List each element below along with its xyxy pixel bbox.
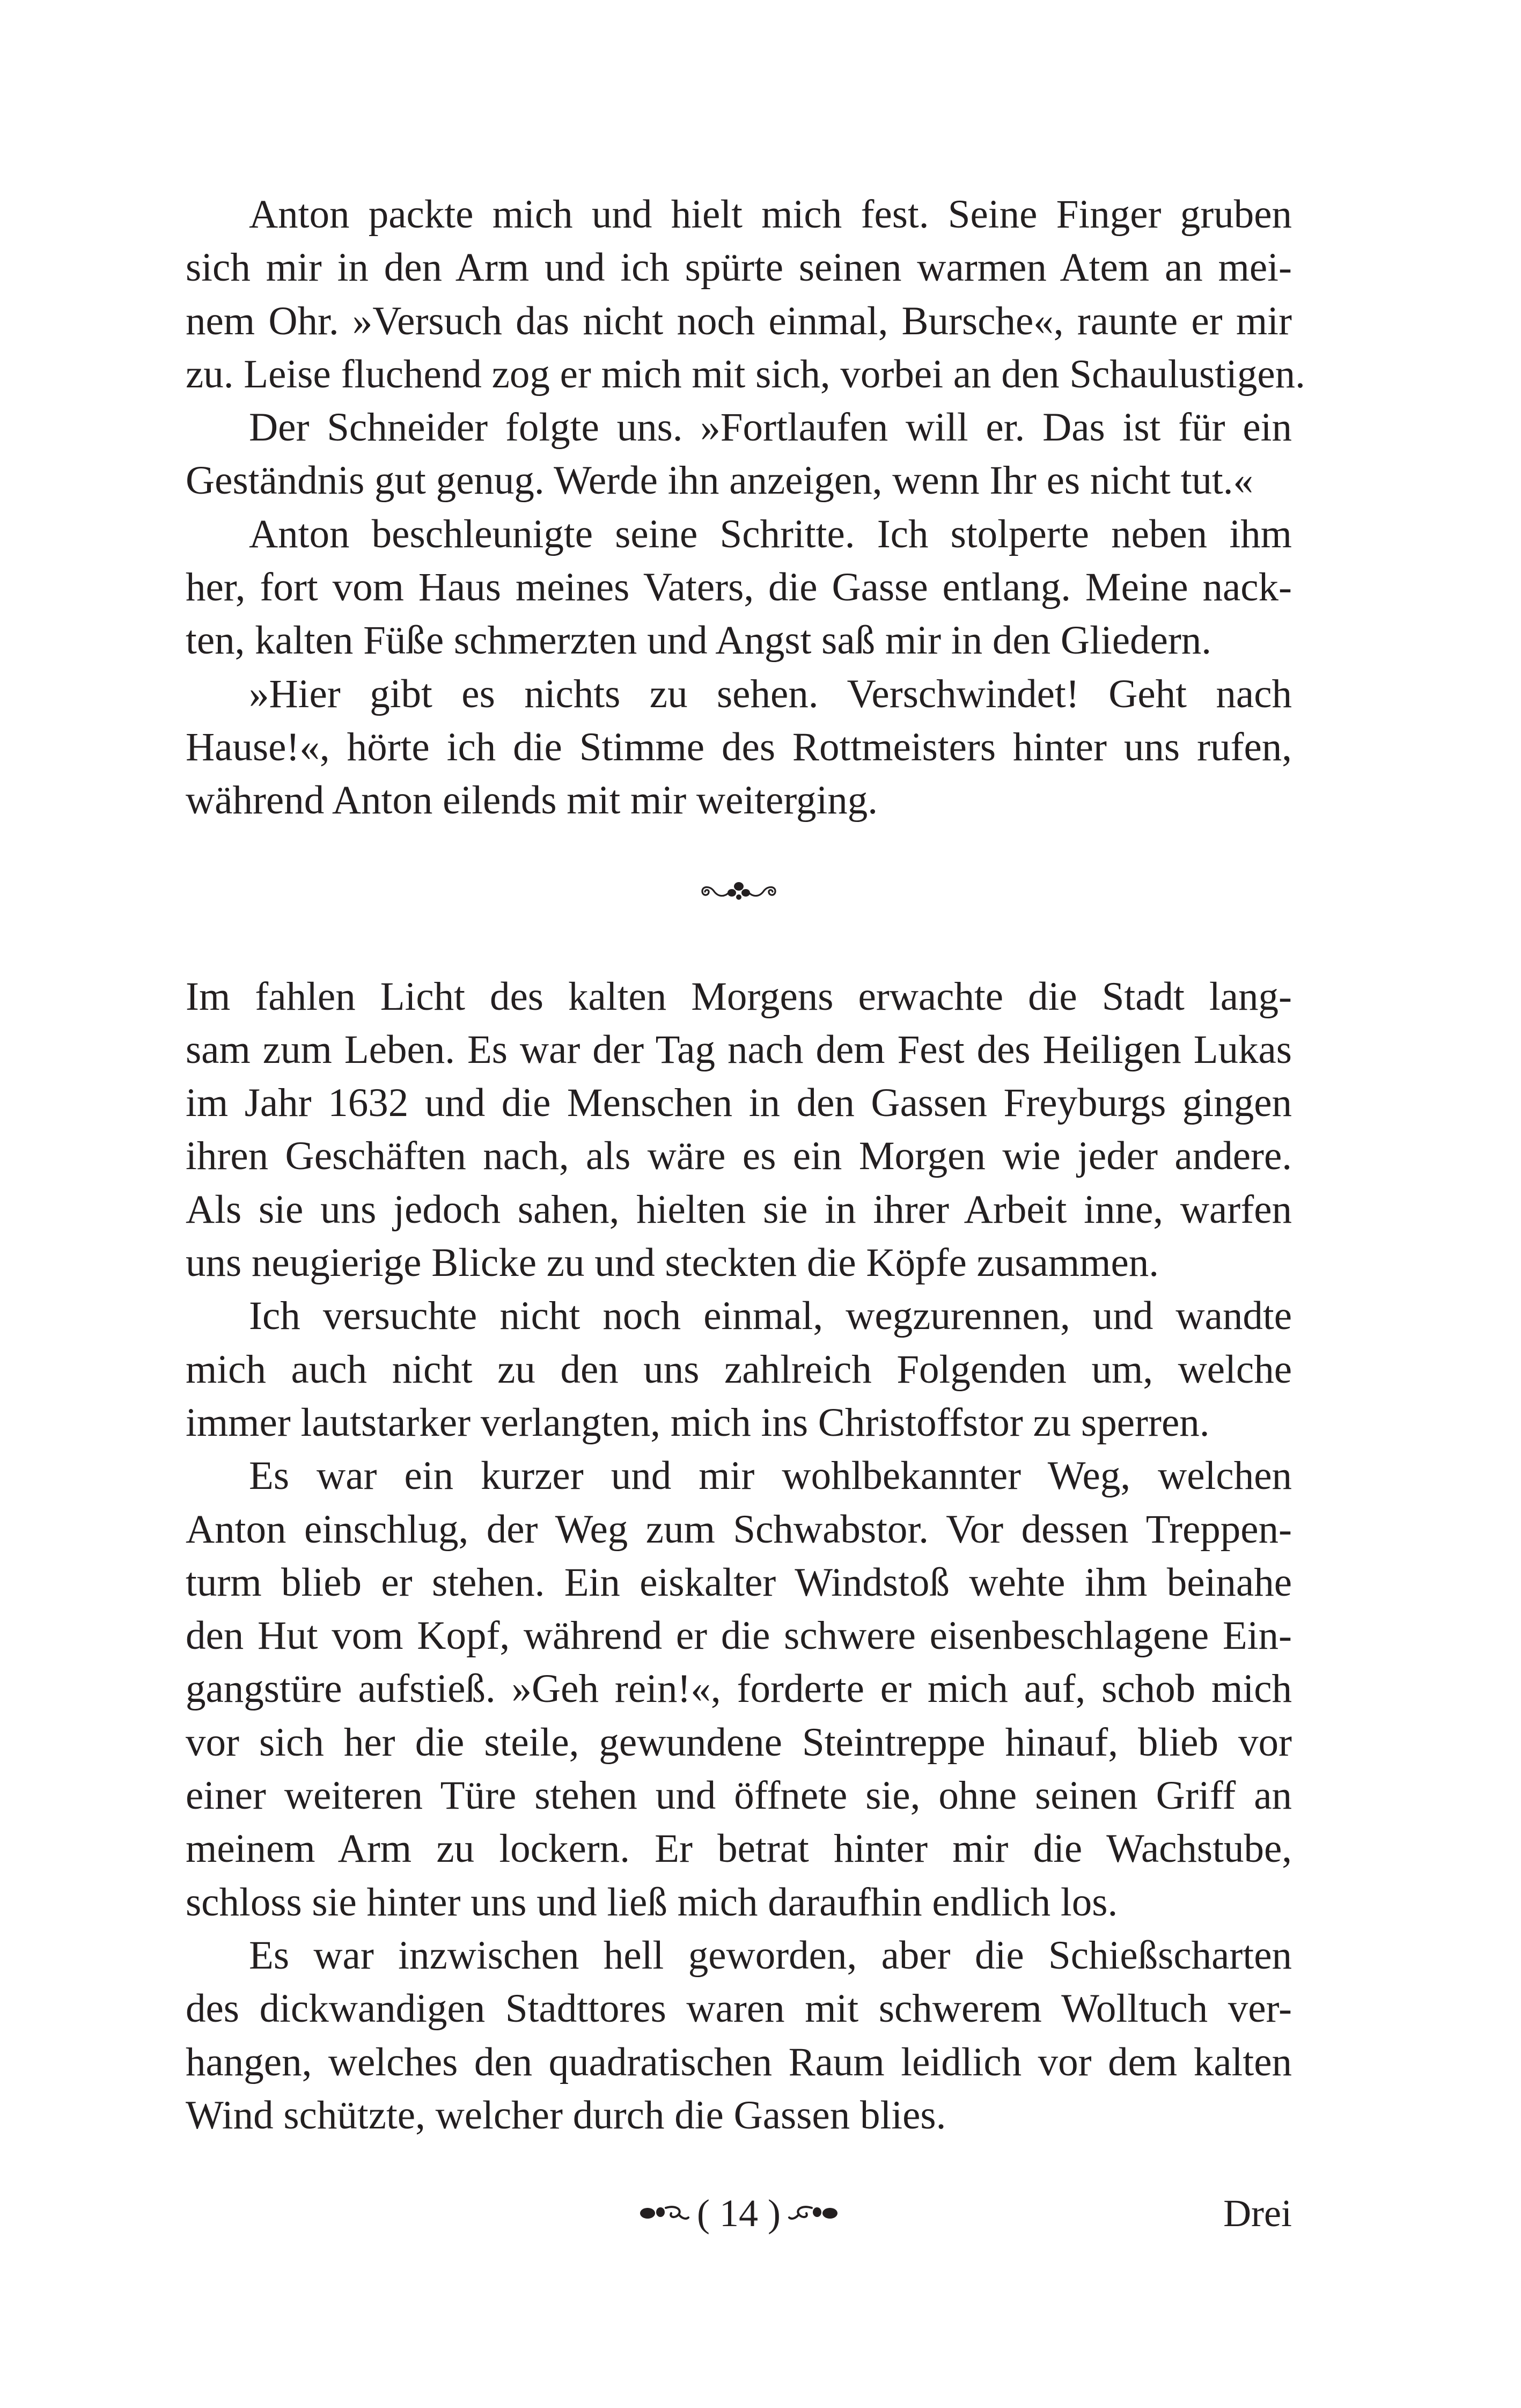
text-line: Hause!«, hörte ich die Stimme des Rottmeisters hinter uns rufen, xyxy=(186,724,1292,769)
text-line: Ich versuchte nicht noch einmal, wegzurennen, und wandte xyxy=(249,1294,1292,1339)
text-line: einer weiteren Türe stehen und öffnete sie, ohne seinen Griff an xyxy=(186,1773,1292,1818)
page-footer xyxy=(186,2189,1292,2237)
text-line: Geständnis gut genug. Werde ihn anzeigen, wenn Ihr es nicht tut.« xyxy=(186,458,1253,503)
text-line: turm blieb er stehen. Ein eiskalter Windstoß wehte ihm beinahe xyxy=(186,1560,1292,1605)
text-block-1 xyxy=(186,188,1305,827)
text-line: schloss sie hinter uns und ließ mich daraufhin endlich los. xyxy=(186,1880,1118,1925)
text-line: uns neugierige Blicke zu und steckten die Köpfe zusammen. xyxy=(186,1240,1159,1286)
text-block-2 xyxy=(186,970,1292,2142)
folio xyxy=(186,2189,1292,2237)
page-body xyxy=(186,188,1305,2142)
text-line: zu. Leise fluchend zog er mich mit sich, vorbei an den Schaulustigen. xyxy=(186,351,1305,397)
text-line: vor sich her die steile, gewundene Steintreppe hinauf, blieb vor xyxy=(186,1720,1292,1765)
text-line: Im fahlen Licht des kalten Morgens erwachte die Stadt lang- xyxy=(186,974,1292,1019)
text-line: sam zum Leben. Es war der Tag nach dem Fest des Heiligen Lukas xyxy=(186,1027,1292,1072)
text-line: Anton packte mich und hielt mich fest. Seine Finger gruben xyxy=(249,192,1292,237)
text-line: gangstüre aufstieß. »Geh rein!«, forderte er mich auf, schob mich xyxy=(186,1666,1292,1712)
text-line: Es war inzwischen hell geworden, aber die Schießscharten xyxy=(249,1933,1292,1978)
text-line: Anton beschleunigte seine Schritte. Ich stolperte neben ihm xyxy=(249,511,1292,556)
text-line: her, fort vom Haus meines Vaters, die Gasse entlang. Meine nack- xyxy=(186,565,1292,610)
page-number: ( 14 ) xyxy=(697,2192,781,2235)
text-line: mich auch nicht zu den uns zahlreich Folgenden um, welche xyxy=(186,1347,1292,1392)
text-line: Als sie uns jedoch sahen, hielten sie in ihrer Arbeit inne, warfen xyxy=(186,1187,1292,1232)
text-line: immer lautstarker verlangten, mich ins Christoffstor zu sperren. xyxy=(186,1400,1210,1445)
text-line: während Anton eilends mit mir weiterging. xyxy=(186,778,878,823)
flourish-left-icon xyxy=(636,2203,689,2224)
text-line: meinem Arm zu lockern. Er betrat hinter mir die Wachstube, xyxy=(186,1826,1292,1871)
text-line: Es war ein kurzer und mir wohlbekannter Weg, welchen xyxy=(249,1453,1292,1499)
text-line: sich mir in den Arm und ich spürte seinen warmen Atem an mei- xyxy=(186,245,1292,290)
text-line: nem Ohr. »Versuch das nicht noch einmal, Bursche«, raunte er mir xyxy=(186,298,1292,343)
text-line: ten, kalten Füße schmerzten und Angst saß mir in den Gliedern. xyxy=(186,618,1212,663)
text-line: des dickwandigen Stadttores waren mit schwerem Wolltuch ver- xyxy=(186,1986,1292,2031)
running-head-chapter: Drei xyxy=(1223,2192,1292,2235)
flourish-right-icon xyxy=(788,2203,842,2224)
text-line: den Hut vom Kopf, während er die schwere eisenbeschlagene Ein- xyxy=(186,1613,1292,1658)
section-divider xyxy=(186,811,1292,970)
text-line: Anton einschlug, der Weg zum Schwabstor. Vor dessen Treppen- xyxy=(186,1507,1292,1552)
text-line: ihren Geschäften nach, als wäre es ein Morgen wie jeder andere. xyxy=(186,1134,1292,1179)
scroll-flourish-icon xyxy=(699,879,779,902)
text-line: Der Schneider folgte uns. »Fortlaufen will er. Das ist für ein xyxy=(249,405,1292,450)
text-line: im Jahr 1632 und die Menschen in den Gassen Freyburgs gingen xyxy=(186,1081,1292,1126)
text-line: Wind schützte, welcher durch die Gassen blies. xyxy=(186,2093,946,2138)
text-line: hangen, welches den quadratischen Raum leidlich vor dem kalten xyxy=(186,2039,1292,2084)
text-line: »Hier gibt es nichts zu sehen. Verschwindet! Geht nach xyxy=(249,671,1292,716)
